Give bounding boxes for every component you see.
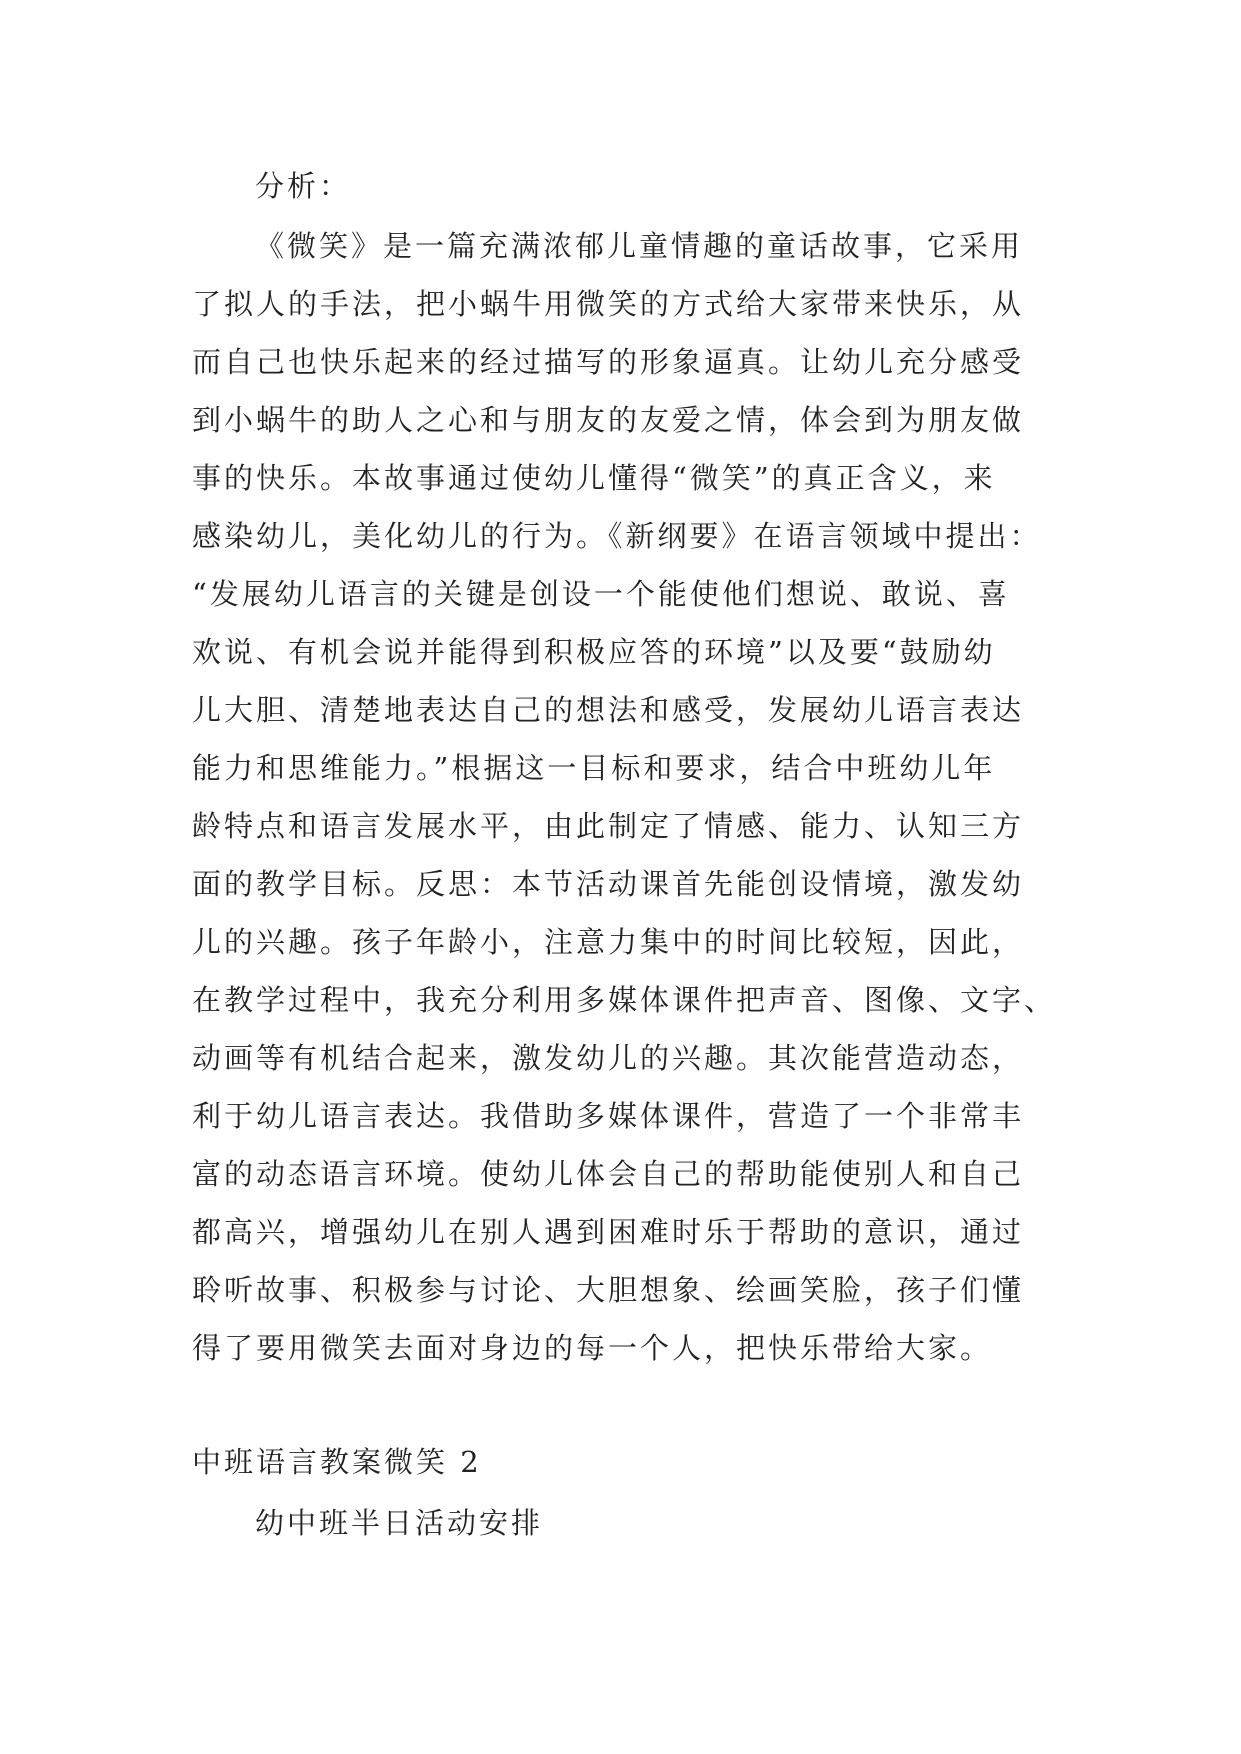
paragraph-line: 《微笑》是一篇充满浓郁儿童情趣的童话故事，它采用 — [255, 229, 1024, 263]
paragraph-line: 得了要用微笑去面对身边的每一个人，把快乐带给大家。 — [192, 1331, 993, 1365]
paragraph-line: 聆听故事、积极参与讨论、大胆想象、绘画笑脸，孩子们懂 — [192, 1273, 1025, 1307]
paragraph-line: 利于幼儿语言表达。我借助多媒体课件，营造了一个非常丰 — [192, 1099, 1025, 1133]
section-subheading: 幼中班半日活动安排 — [255, 1506, 544, 1540]
paragraph-line: 都高兴，增强幼儿在别人遇到困难时乐于帮助的意识，通过 — [192, 1215, 1025, 1249]
paragraph-line: 儿大胆、清楚地表达自己的想法和感受，发展幼儿语言表达 — [192, 693, 1025, 727]
section-heading: 中班语言教案微笑 2 — [192, 1445, 482, 1479]
paragraph-line: 到小蜗牛的助人之心和与朋友的友爱之情，体会到为朋友做 — [192, 403, 1025, 437]
paragraph-line: 能力和思维能力。”根据这一目标和要求，结合中班幼儿年 — [192, 751, 996, 785]
paragraph-line: 动画等有机结合起来，激发幼儿的兴趣。其次能营造动态， — [192, 1041, 1025, 1075]
paragraph-line: 而自己也快乐起来的经过描写的形象逼真。让幼儿充分感受 — [192, 345, 1025, 379]
paragraph-line: “发展幼儿语言的关键是创设一个能使他们想说、敢说、喜 — [192, 577, 1010, 611]
paragraph-line: 欢说、有机会说并能得到积极应答的环境”以及要“鼓励幼 — [192, 635, 996, 669]
paragraph-line: 了拟人的手法，把小蜗牛用微笑的方式给大家带来快乐，从 — [192, 287, 1025, 321]
paragraph-line: 龄特点和语言发展水平，由此制定了情感、能力、认知三方 — [192, 809, 1025, 843]
section-label: 分析： — [255, 169, 352, 203]
paragraph-line: 面的教学目标。反思：本节活动课首先能创设情境，激发幼 — [192, 867, 1025, 901]
paragraph-line: 儿的兴趣。孩子年龄小，注意力集中的时间比较短，因此， — [192, 925, 1025, 959]
paragraph-line: 富的动态语言环境。使幼儿体会自己的帮助能使别人和自己 — [192, 1157, 1025, 1191]
paragraph-line: 在教学过程中，我充分利用多媒体课件把声音、图像、文字、 — [192, 983, 1057, 1017]
paragraph-line: 事的快乐。本故事通过使幼儿懂得“微笑”的真正含义，来 — [192, 461, 996, 495]
paragraph-line: 感染幼儿，美化幼儿的行为。《新纲要》在语言领域中提出： — [192, 519, 1042, 553]
